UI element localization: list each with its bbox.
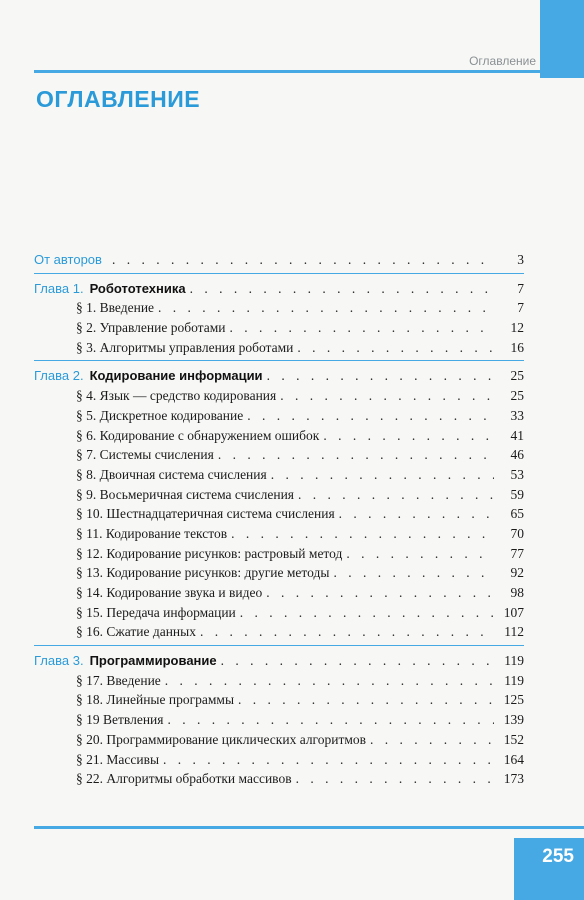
dot-leader xyxy=(297,340,494,356)
dot-leader xyxy=(240,605,494,621)
page-ref: 41 xyxy=(510,427,524,443)
section-label: § 1. Введение xyxy=(76,300,155,316)
section-label: § 18. Линейные программы xyxy=(76,692,235,708)
dot-leader xyxy=(280,388,494,404)
section-label: § 9. Восьмеричная система счисления xyxy=(76,486,294,502)
page-ref: 33 xyxy=(510,407,524,423)
page-ref: 119 xyxy=(504,653,524,669)
header-rule xyxy=(34,70,584,73)
section-label: § 12. Кодирование рисунков: растровый метод xyxy=(76,545,343,561)
page-ref: 3 xyxy=(517,252,524,267)
section-label: § 20. Программирование циклических алгоритмов xyxy=(76,731,367,747)
toc-section-entry[interactable] xyxy=(34,752,524,772)
toc-section-entry[interactable] xyxy=(34,771,524,791)
page-ref: 152 xyxy=(503,731,524,747)
page-ref: 77 xyxy=(510,545,524,561)
dot-leader xyxy=(298,487,494,503)
section-label: § 6. Кодирование с обнаружением ошибок xyxy=(76,427,320,443)
toc-section-entry[interactable] xyxy=(34,506,524,526)
toc-section-entry[interactable] xyxy=(34,712,524,732)
chapter-prefix: От авторов xyxy=(34,252,102,267)
toc-section-entry[interactable] xyxy=(34,467,524,487)
page-ref: 164 xyxy=(503,751,524,767)
page-ref: 98 xyxy=(510,585,524,600)
dot-leader xyxy=(339,506,494,522)
section-label: § 11. Кодирование текстов xyxy=(76,525,228,541)
section-label: § 3. Алгоритмы управления роботами xyxy=(76,339,294,355)
toc-section-entry[interactable] xyxy=(34,673,524,693)
page-ref: 125 xyxy=(503,692,524,708)
dot-leader xyxy=(200,624,494,640)
toc-section-entry[interactable] xyxy=(34,320,524,340)
toc-section-entry[interactable] xyxy=(34,447,524,467)
dot-leader xyxy=(267,368,494,384)
section-label: § 5. Дискретное кодирование xyxy=(76,407,244,423)
section-label: § 19 Ветвления xyxy=(76,712,164,728)
dot-leader xyxy=(247,408,494,424)
dot-leader xyxy=(271,467,494,483)
chapter-label xyxy=(34,252,108,267)
dot-leader xyxy=(266,585,494,601)
chapter-prefix: Глава 3. xyxy=(34,653,84,669)
section-label: § 10. Шестнадцатеричная система счисления xyxy=(76,506,335,522)
toc-section-entry[interactable] xyxy=(34,428,524,448)
dot-leader xyxy=(158,300,494,316)
page-ref: 59 xyxy=(510,486,524,502)
section-label: § 16. Сжатие данных xyxy=(76,624,196,640)
chapter-title: Робототехника xyxy=(89,280,186,296)
toc-section-entry[interactable] xyxy=(34,624,524,644)
section-label: § 13. Кодирование рисунков: другие методы xyxy=(76,565,330,581)
dot-leader xyxy=(165,673,494,689)
chapter-divider xyxy=(34,273,524,279)
toc-section-entry[interactable] xyxy=(34,408,524,428)
toc-chapter-entry[interactable] xyxy=(34,252,524,272)
dot-leader xyxy=(163,752,494,768)
section-label: § 14. Кодирование звука и видео xyxy=(76,585,263,600)
page-number: 255 xyxy=(542,846,574,867)
dot-leader xyxy=(346,546,494,562)
section-label: § 7. Системы счисления xyxy=(76,447,214,463)
dot-leader xyxy=(229,320,494,336)
toc-section-entry[interactable] xyxy=(34,605,524,625)
section-label: § 15. Передача информации xyxy=(76,604,236,620)
table-of-contents xyxy=(34,252,524,791)
toc-section-entry[interactable] xyxy=(34,565,524,585)
page-ref: 70 xyxy=(510,525,524,541)
dot-leader xyxy=(190,281,494,297)
toc-section-entry[interactable] xyxy=(34,526,524,546)
page-title: ОГЛАВЛЕНИЕ xyxy=(36,86,201,112)
running-header: Оглавление xyxy=(469,54,536,68)
page-ref: 16 xyxy=(510,339,524,355)
chapter-label xyxy=(34,368,263,383)
page-ref: 65 xyxy=(510,506,524,522)
chapter-title: Кодирование информации xyxy=(89,368,263,384)
toc-section-entry[interactable] xyxy=(34,340,524,360)
page-ref: 119 xyxy=(504,672,524,688)
page-ref: 92 xyxy=(510,565,524,581)
bleed-through-text xyxy=(250,92,560,111)
dot-leader xyxy=(221,653,494,669)
chapter-divider xyxy=(34,645,524,651)
page-ref: 173 xyxy=(503,771,524,787)
chapter-prefix: Глава 1. xyxy=(34,280,84,296)
dot-leader xyxy=(370,732,494,748)
chapter-title: Программирование xyxy=(89,653,217,669)
page-ref: 25 xyxy=(510,388,524,404)
section-label: § 21. Массивы xyxy=(76,751,160,767)
chapter-label xyxy=(34,653,217,668)
toc-section-entry[interactable] xyxy=(34,546,524,566)
toc-section-entry[interactable] xyxy=(34,388,524,408)
section-label: § 4. Язык — средство кодирования xyxy=(76,388,277,404)
chapter-label xyxy=(34,281,186,296)
dot-leader xyxy=(333,565,494,581)
toc-section-entry[interactable] xyxy=(34,585,524,605)
page-ref: 25 xyxy=(510,368,524,384)
page-ref: 7 xyxy=(517,280,524,296)
page-ref: 12 xyxy=(510,320,524,336)
page-ref: 107 xyxy=(503,604,524,620)
section-label: § 2. Управление роботами xyxy=(76,320,226,336)
dot-leader xyxy=(112,252,494,268)
dot-leader xyxy=(323,428,494,444)
dot-leader xyxy=(218,447,494,463)
page-ref: 139 xyxy=(503,712,524,728)
toc-section-entry[interactable] xyxy=(34,732,524,752)
page-ref: 112 xyxy=(504,624,524,640)
header-color-tab xyxy=(540,0,584,78)
dot-leader xyxy=(238,692,494,708)
footer-rule xyxy=(34,826,584,829)
page-ref: 53 xyxy=(510,466,524,482)
dot-leader xyxy=(167,712,494,728)
toc-section-entry[interactable] xyxy=(34,300,524,320)
chapter-divider xyxy=(34,360,524,366)
dot-leader xyxy=(296,771,494,787)
toc-section-entry[interactable] xyxy=(34,692,524,712)
page-ref: 46 xyxy=(510,447,524,463)
chapter-prefix: Глава 2. xyxy=(34,368,84,384)
page-ref: 7 xyxy=(517,300,524,316)
toc-section-entry[interactable] xyxy=(34,487,524,507)
toc-chapter-entry[interactable] xyxy=(34,281,524,301)
toc-chapter-entry[interactable] xyxy=(34,653,524,673)
section-label: § 17. Введение xyxy=(76,672,161,688)
section-label: § 22. Алгоритмы обработки массивов xyxy=(76,771,292,787)
dot-leader xyxy=(231,526,494,542)
section-label: § 8. Двоичная система счисления xyxy=(76,466,267,482)
toc-chapter-entry[interactable] xyxy=(34,368,524,388)
